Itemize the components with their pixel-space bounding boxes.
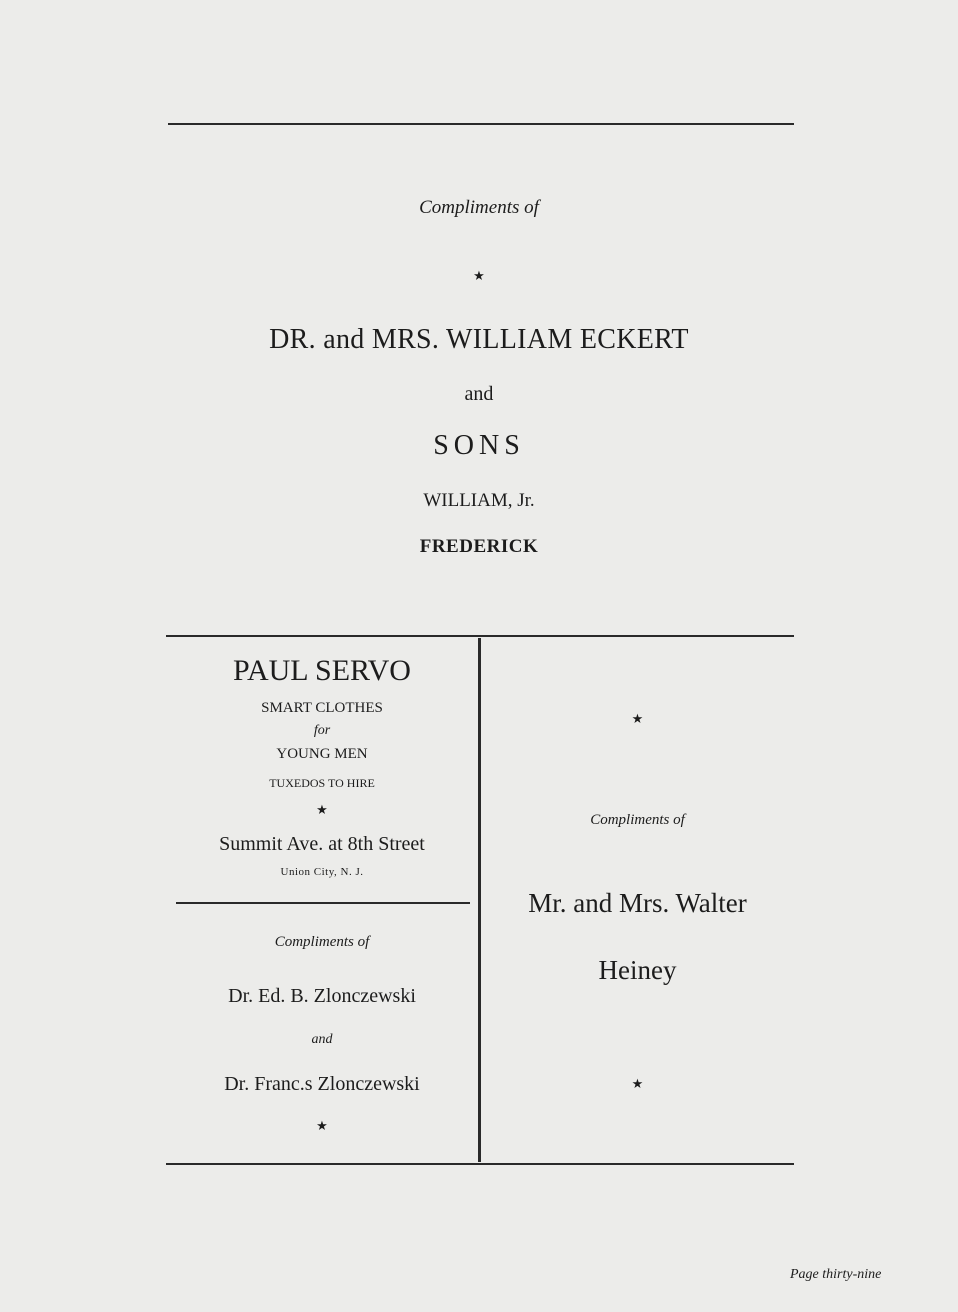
servo-name: PAUL SERVO <box>233 654 411 687</box>
heiney-name2: Heiney <box>598 955 677 985</box>
star-icon: ★ <box>316 1118 328 1133</box>
page-number: Page thirty-nine <box>790 1267 882 1282</box>
top-rule <box>168 123 794 125</box>
left-column-rule <box>176 902 470 904</box>
servo-line4: TUXEDOS TO HIRE <box>269 776 375 790</box>
heiney-name1: Mr. and Mrs. Walter <box>528 888 747 918</box>
top-son1: WILLIAM, Jr. <box>423 490 535 511</box>
servo-address: Summit Ave. at 8th Street <box>219 833 425 855</box>
star-icon: ★ <box>316 802 328 817</box>
top-and: and <box>464 383 494 405</box>
zlonczewski-name1: Dr. Ed. B. Zlonczewski <box>228 985 416 1007</box>
top-compliments: Compliments of <box>419 197 539 218</box>
star-icon: ★ <box>473 268 485 283</box>
bottom-rule <box>166 1163 794 1165</box>
servo-city: Union City, N. J. <box>280 866 364 878</box>
star-icon: ★ <box>631 711 644 726</box>
servo-line2: for <box>313 723 331 738</box>
zlonczewski-name2: Dr. Franc.s Zlonczewski <box>224 1073 420 1095</box>
zlonczewski-compliments: Compliments of <box>274 934 370 950</box>
middle-rule <box>166 635 794 637</box>
zlonczewski-and: and <box>311 1032 333 1047</box>
top-names: DR. and MRS. WILLIAM ECKERT <box>269 324 689 355</box>
top-son2: FREDERICK <box>419 536 539 557</box>
star-icon: ★ <box>631 1076 644 1091</box>
servo-line3: YOUNG MEN <box>276 746 368 762</box>
heiney-compliments: Compliments of <box>590 812 685 828</box>
servo-line1: SMART CLOTHES <box>261 700 383 716</box>
top-sons: SONS <box>433 430 525 461</box>
